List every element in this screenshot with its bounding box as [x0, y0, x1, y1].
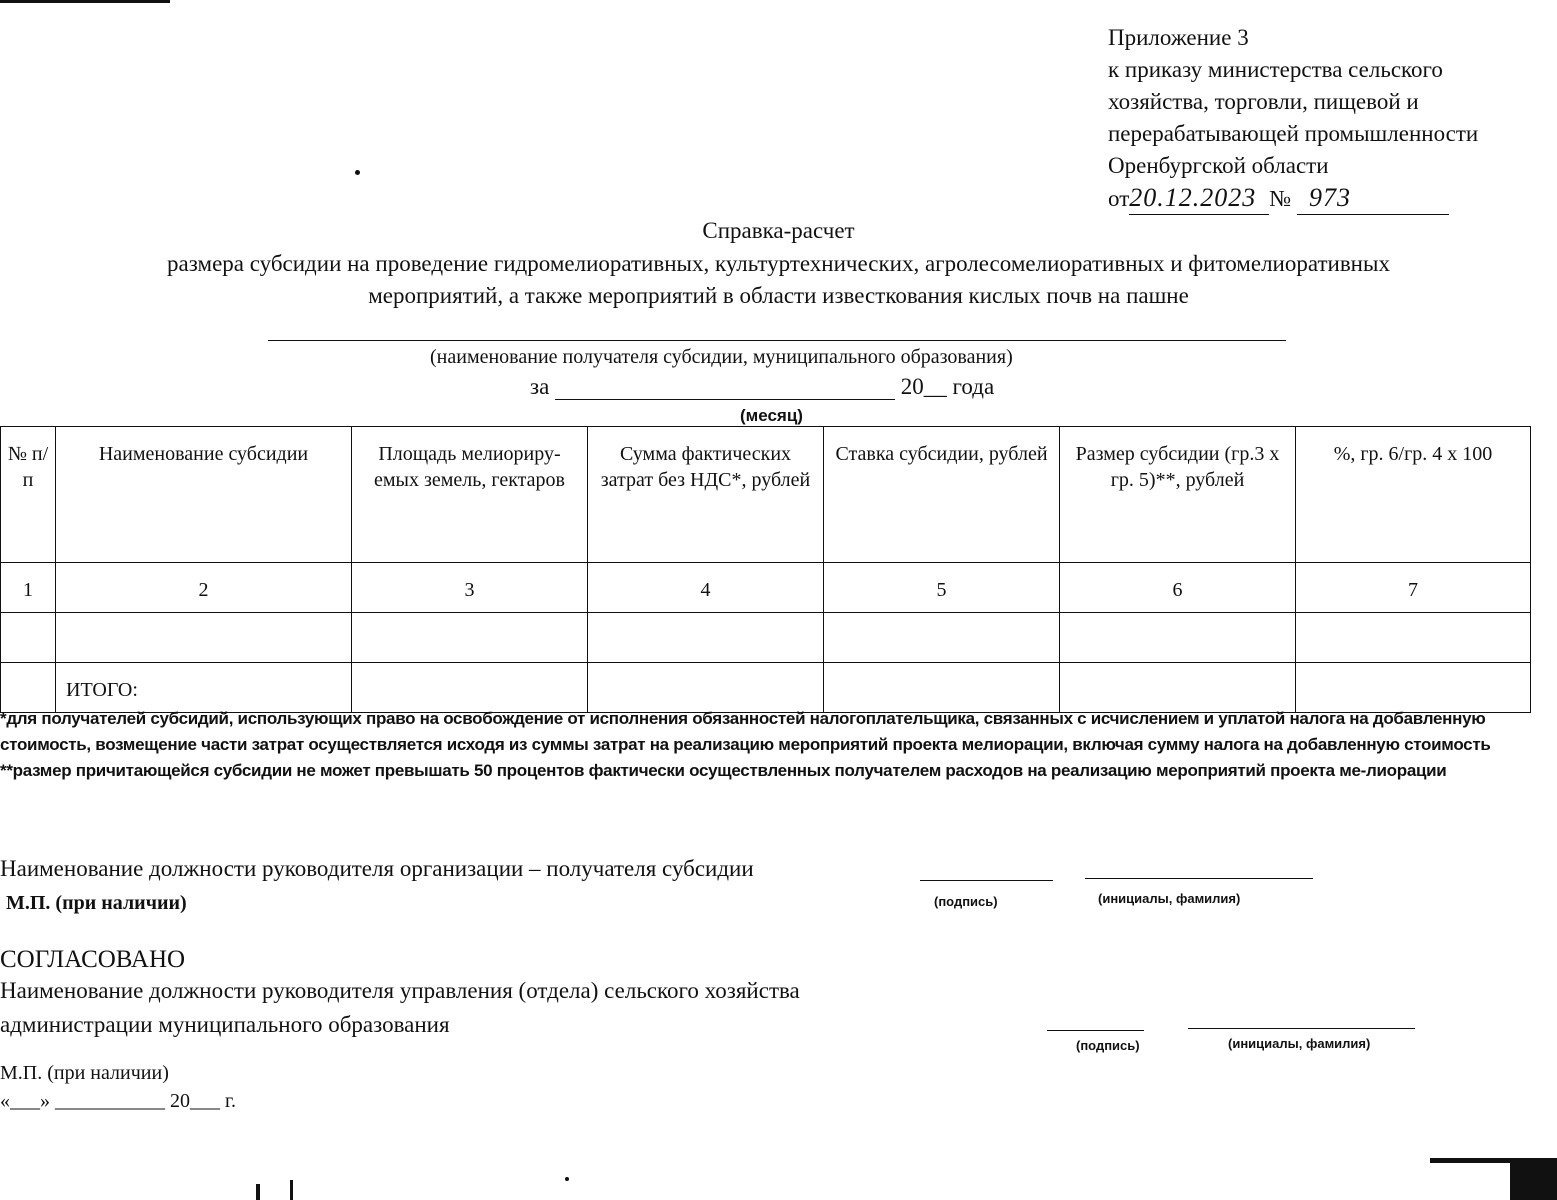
table-cell[interactable] [1060, 663, 1296, 713]
order-number: 973 [1297, 182, 1449, 215]
appendix-line: перерабатывающей промышленности [1108, 121, 1479, 146]
table-row [1, 613, 1531, 663]
subsidy-table [0, 426, 1531, 713]
table-cell[interactable] [1296, 663, 1531, 713]
order-prefix: от [1108, 186, 1130, 211]
title-line-2: размера субсидии на проведение гидромелиоративных, культуртехнических, агролесомелиоративных и фитомелиоративных [167, 251, 1390, 276]
scan-artifact-bar [256, 1184, 260, 1200]
scan-artifact-dot [565, 1177, 569, 1181]
header-cell: %, гр. 6/гр. 4 х 100 [1296, 427, 1531, 563]
footnotes [0, 706, 1545, 784]
approval-signature-line[interactable] [1047, 1030, 1144, 1031]
appendix-line: хозяйства, торговли, пищевой и [1108, 89, 1419, 114]
name-caption: (инициалы, фамилия) [1098, 891, 1241, 906]
appendix-line: к приказу министерства сельского [1108, 57, 1443, 82]
column-number: 4 [588, 563, 824, 613]
header-cell: Наименование субсидии [56, 427, 352, 563]
header-cell: Ставка субсидии, рублей [824, 427, 1060, 563]
approval-date-line: «___» ___________ 20___ г. [0, 1090, 236, 1112]
appendix-block [1108, 22, 1478, 215]
total-label: ИТОГО: [56, 663, 352, 713]
header-cell: № п/п [1, 427, 56, 563]
period-prefix: за [530, 374, 550, 399]
scan-artifact-dot [355, 170, 360, 175]
approval-heading: СОГЛАСОВАНО [0, 946, 186, 973]
recipient-stamp: М.П. (при наличии) [6, 892, 187, 914]
table-cell[interactable] [1, 613, 56, 663]
table-cell[interactable] [352, 613, 588, 663]
approval-name-caption: (инициалы, фамилия) [1228, 1036, 1371, 1051]
order-no-label: № [1269, 186, 1292, 211]
scan-artifact-bar [290, 1180, 293, 1200]
name-line[interactable] [1085, 878, 1313, 879]
approval-name-line[interactable] [1188, 1028, 1415, 1029]
column-number: 7 [1296, 563, 1531, 613]
scan-artifact-corner [1510, 1163, 1557, 1200]
column-number: 5 [824, 563, 1060, 613]
order-date: 20.12.2023 [1129, 182, 1269, 215]
appendix-line: Оренбургской области [1108, 153, 1329, 178]
table-cell[interactable] [352, 663, 588, 713]
scan-artifact-line [0, 0, 170, 3]
column-number: 2 [56, 563, 352, 613]
header-cell: Сумма фактических затрат без НДС*, рублей [588, 427, 824, 563]
table-total-row [1, 663, 1531, 713]
table-cell[interactable] [824, 613, 1060, 663]
approval-stamp: М.П. (при наличии) [0, 1062, 169, 1084]
table-cell[interactable] [824, 663, 1060, 713]
signature-line[interactable] [920, 880, 1053, 881]
title-line-1: Справка-расчет [702, 218, 855, 243]
column-number: 6 [1060, 563, 1296, 613]
table-header-row [1, 427, 1531, 563]
approval-position-line-2: администрации муниципального образования [0, 1012, 450, 1037]
table-cell[interactable] [1060, 613, 1296, 663]
month-caption: (месяц) [740, 406, 803, 425]
appendix-line: Приложение 3 [1108, 25, 1249, 50]
table-cell[interactable] [588, 663, 824, 713]
month-field [555, 375, 895, 400]
document-title [0, 218, 1557, 312]
signature-caption: (подпись) [934, 894, 998, 909]
recipient-head-position: Наименование должности руководителя организации – получателя субсидии [0, 856, 754, 881]
year-text: 20__ года [900, 374, 995, 399]
table-number-row [1, 563, 1531, 613]
table-cell[interactable] [1296, 613, 1531, 663]
column-number: 1 [1, 563, 56, 613]
period-line [530, 374, 994, 400]
header-cell: Площадь мелиориру-емых земель, гектаров [352, 427, 588, 563]
approval-signature-caption: (подпись) [1076, 1038, 1140, 1053]
column-number: 3 [352, 563, 588, 613]
table-cell[interactable] [588, 613, 824, 663]
approval-position-line-1: Наименование должности руководителя управления (отдела) сельского хозяйства [0, 978, 800, 1003]
footnote-1: *для получателей субсидий, использующих право на освобождение от исполнения обязанностей налогоплательщика, связанных с исчислением и уплатой налога на добавленную стоимость, возмещение части затрат осуществляется исходя из суммы затрат на реализацию мероприятий проекта мелиорации, включая сумму налога на добавленную стоимость [0, 709, 1491, 754]
title-line-3: мероприятий, а также мероприятий в области известкования кислых почв на пашне [368, 283, 1189, 308]
header-cell: Размер субсидии (гр.3 х гр. 5)**, рублей [1060, 427, 1296, 563]
recipient-name-line [268, 340, 1286, 341]
table-cell[interactable] [56, 613, 352, 663]
recipient-caption: (наименование получателя субсидии, муниципального образования) [430, 346, 1013, 368]
table-cell [1, 663, 56, 713]
footnote-2: **размер причитающейся субсидии не может превышать 50 процентов фактически осуществленных получателем расходов на реализацию мероприятий проекта ме-лиорации [0, 761, 1447, 780]
order-line [1108, 182, 1478, 215]
